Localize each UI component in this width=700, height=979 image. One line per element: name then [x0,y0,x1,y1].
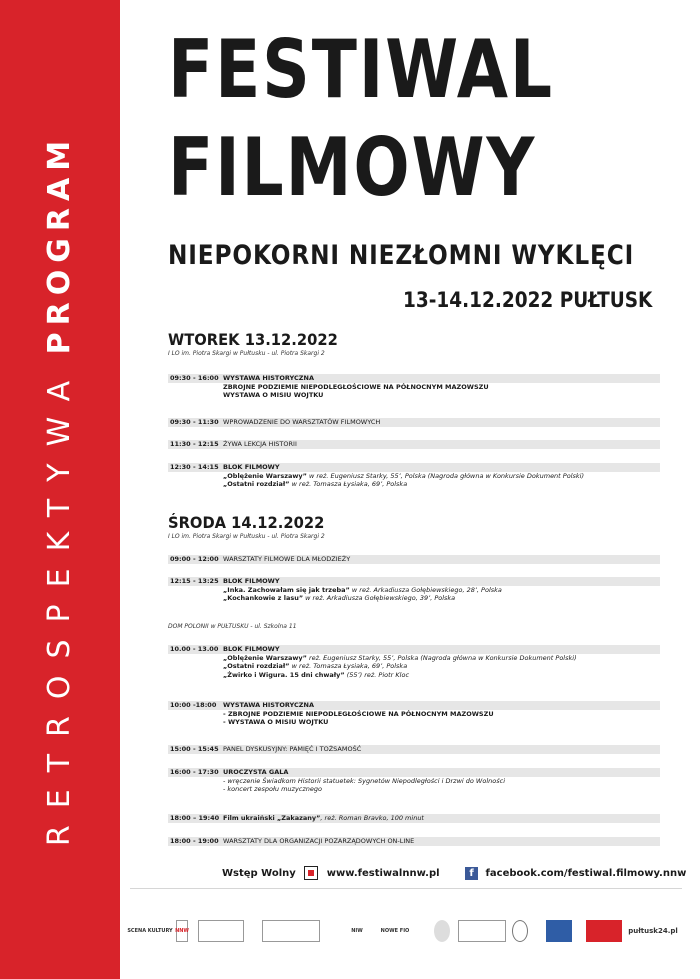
sponsor-logo: NOWE FIO [380,928,410,934]
venue: I LO im. Piotra Skargi w Pułtusku - ul. Piotra Skargi 2 [168,350,325,357]
facebook-link[interactable]: facebook.com/festiwal.filmowy.nnw [485,867,687,879]
film-title: „Żwirko i Wigura. 15 dni chwały” [223,670,345,679]
festival-dates: 13-14.12.2022 PUŁTUSK [402,288,652,312]
event-time: 12:30 - 14:15 [170,463,219,471]
event-time: 18:00 – 19:40 [170,814,220,822]
event-title: WPROWADZENIE DO WARSZTATÓW FILMOWYCH [223,418,381,426]
event-time: 18:00 - 19:00 [170,837,219,845]
footer-divider [130,888,682,889]
film-title: „Oblężenie Warszawy” [223,653,307,662]
event-time: 09:00 - 12:00 [170,555,219,563]
film-desc: w reż. Eugeniusz Starky, 55’, Polska (Nagroda główna w Konkursie Dokument Polski) [306,471,584,480]
footer-links [222,866,686,880]
event-time: 12:15 - 13:25 [170,577,219,585]
event-title: WYSTAWA HISTORYCZNA [223,374,314,382]
film-title: „Ostatni rozdział” [223,480,290,489]
event-details [223,814,424,823]
event-time: 10:00 -18:00 [170,701,217,709]
event-title: BLOK FILMOWY [223,645,280,653]
event-details [223,701,494,727]
subtitle: NIEPOKORNI NIEZŁOMNI WYKLĘCI [168,240,635,271]
film-desc: w reż. Arkadiusza Gołębiewskiego, 28’, Polska [349,585,502,594]
nnw-logo-icon [304,866,318,880]
film-desc: w reż. Arkadiusza Gołębiewskiego, 39’, Polska [303,594,456,603]
facebook-icon: f [465,867,478,880]
event-time: 15:00 - 15:45 [170,745,219,753]
sidebar-retrospektywa: RETROSPEKTYWA [42,363,77,847]
sponsor-logo: pułtusk24.pl [628,927,678,935]
venue: DOM POLONII w PUŁTUSKU - ul. Szkolna 11 [168,623,297,630]
event-title: Film ukraiński „Zakazany” [223,814,321,822]
film-item [223,472,584,481]
sidebar-program: PROGRAM [42,133,77,355]
free-entry: Wstęp Wolny [222,867,296,879]
film-item [223,586,502,595]
film-item [223,671,577,680]
event-title: BLOK FILMOWY [223,463,280,471]
website-link[interactable]: www.festiwalnnw.pl [326,867,440,879]
event-title: UROCZYSTA GALA [223,768,289,776]
film-title: „Ostatni rozdział” [223,662,290,671]
sponsor-round-icon [512,920,528,942]
event-time: 16:00 - 17:30 [170,768,219,776]
event-desc: , reż. Roman Bravko, 100 minut [320,814,424,822]
event-title: WARSZTATY FILMOWE DLA MŁODZIEŻY [223,555,351,563]
sidebar-vertical-text [42,40,77,940]
event-details [223,768,505,794]
film-item [223,594,502,603]
sponsor-logo-icon [262,920,320,942]
event-line: - WYSTAWA O MISIU WOJTKU [223,718,329,727]
day-heading: ŚRODA 14.12.2022 [168,513,325,532]
film-desc: (55’) reż. Piotr Kloc [344,670,410,679]
event-time: 09:30 - 11:30 [170,418,219,426]
film-desc: w reż. Tomasza Łysiaka, 69’, Polska [289,662,408,671]
sponsor-logo: NIW [351,928,363,934]
event-line: - wręczenie Świadkom Historii statuetek: Sygnetów Niepodległości i Drzwi do Wolności [223,776,505,785]
title-line-1: FESTIWAL [168,23,554,116]
event-line: ZBROJNE PODZIEMIE NIEPODLEGŁOŚCIOWE NA PÓŁNOCNYM MAZOWSZU [223,382,489,391]
event-title: WYSTAWA HISTORYCZNA [223,701,314,709]
film-item [223,480,584,489]
event-time: 09:30 - 16:00 [170,374,219,382]
sponsor-logo: SCENA KULTURY [127,928,173,934]
title-line-2: FILMOWY [168,121,537,214]
venue: I LO im. Piotra Skargi w Pułtusku - ul. Piotra Skargi 2 [168,533,325,540]
event-details [223,463,584,489]
sponsor-logo: NNW [176,920,188,942]
sponsor-logo-icon [546,920,572,942]
film-title: „Oblężenie Warszawy” [223,471,307,480]
sponsor-logo-icon [198,920,244,942]
film-desc: reż. Eugeniusz Starky, 55’, Polska (Nagroda główna w Konkursie Dokument Polski) [306,653,577,662]
event-title: PANEL DYSKUSYJNY: PAMIĘĆ I TOŻSAMOŚĆ [223,745,362,753]
event-title: ŻYWA LEKCJA HISTORII [223,440,297,448]
event-time: 11:30 - 12:15 [170,440,219,448]
event-title: WARSZTATY DLA ORGANIZACJI POZARZĄDOWYCH ON-LINE [223,837,415,845]
film-title: „Kochankowie z lasu” [223,594,304,603]
film-item [223,662,577,671]
film-item [223,654,577,663]
film-desc: w reż. Tomasza Łysiaka, 69’, Polska [289,480,408,489]
sidebar-banner [0,0,120,979]
event-details [223,577,502,603]
day-heading: WTOREK 13.12.2022 [168,330,338,349]
event-line: - ZBROJNE PODZIEMIE NIEPODLEGŁOŚCIOWE NA PÓŁNOCNYM MAZOWSZU [223,709,494,718]
event-title: BLOK FILMOWY [223,577,280,585]
event-time: 10.00 - 13.00 [170,645,219,653]
event-details [223,645,577,679]
sponsor-logo-icon [586,920,622,942]
event-line: WYSTAWA O MISIU WOJTKU [223,391,324,400]
film-title: „Inka. Zachowałam się jak trzeba” [223,585,350,594]
event-details [223,374,489,400]
sponsor-logo-icon [458,920,506,942]
eagle-emblem-icon [434,920,450,942]
event-line: - koncert zespołu muzycznego [223,785,323,794]
